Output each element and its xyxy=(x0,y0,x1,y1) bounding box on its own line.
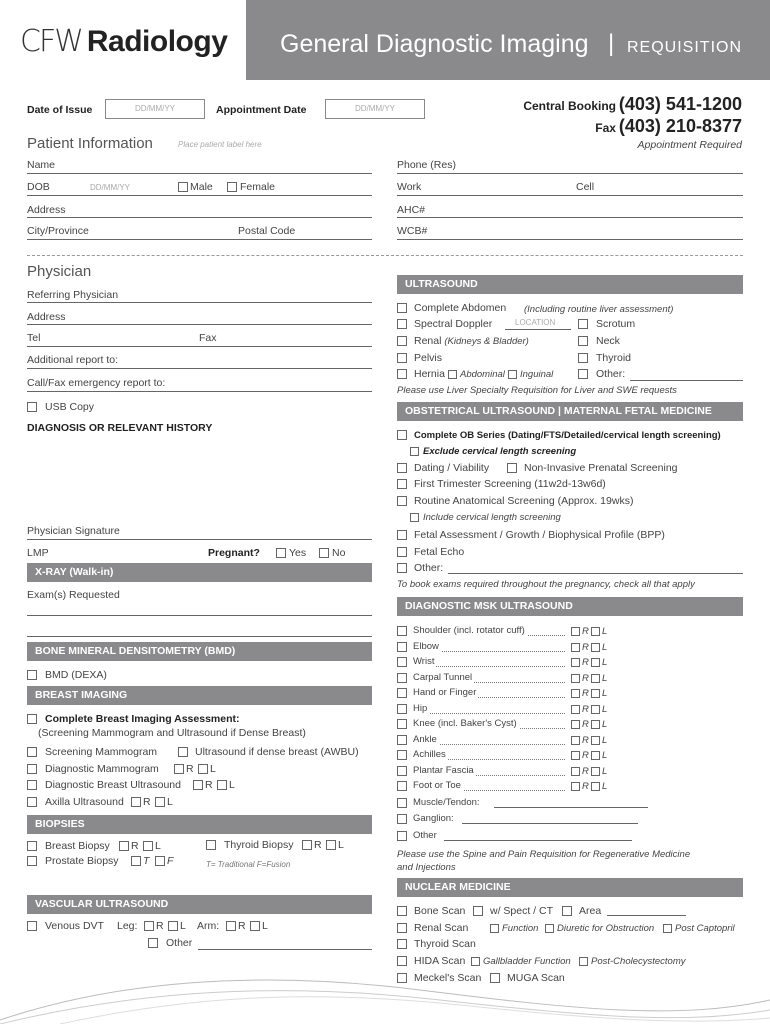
complete-abdomen-checkbox[interactable] xyxy=(397,303,407,313)
postal-label: Postal Code xyxy=(238,225,296,237)
diag-mammo-r-checkbox[interactable] xyxy=(174,764,184,774)
msk-item-l-checkbox[interactable] xyxy=(591,720,600,729)
male-label: Male xyxy=(190,181,213,193)
msk-item-r-checkbox[interactable] xyxy=(571,720,580,729)
patient-info-heading: Patient Information xyxy=(27,135,153,152)
renal-label: Renal (Kidneys & Bladder) xyxy=(414,335,529,347)
ultrasound-heading: ULTRASOUND xyxy=(397,275,743,294)
thyroid-label: Thyroid xyxy=(596,352,632,364)
address-line[interactable] xyxy=(27,217,372,218)
vascular-heading: VASCULAR ULTRASOUND xyxy=(27,895,372,914)
additional-report-label: Additional report to: xyxy=(27,354,119,366)
msk-item-r-checkbox[interactable] xyxy=(571,643,580,652)
appointment-required-note: Appointment Required xyxy=(637,139,742,151)
diuretic-label: Diuretic for Obstruction xyxy=(557,923,655,934)
signature-label: Physician Signature xyxy=(27,525,120,537)
pregnant-yes-checkbox[interactable] xyxy=(276,548,286,558)
biopsies-heading: BIOPSIES xyxy=(27,815,372,834)
pregnant-label: Pregnant? xyxy=(208,547,260,559)
name-label: Name xyxy=(27,159,56,171)
muscle-tendon-checkbox[interactable] xyxy=(397,798,407,808)
page-title: General Diagnostic Imaging xyxy=(280,30,589,58)
us-other-label: Other: xyxy=(596,368,626,380)
breast-heading: BREAST IMAGING xyxy=(27,686,372,705)
thyroid-biopsy-label: Thyroid Biopsy xyxy=(224,839,294,851)
area-label: Area xyxy=(579,905,602,917)
city-line[interactable] xyxy=(27,239,372,240)
l-label: L xyxy=(602,688,608,699)
bmd-heading: BONE MINERAL DENSITOMETRY (BMD) xyxy=(27,642,372,661)
diag-us-label: Diagnostic Breast Ultrasound xyxy=(45,779,181,791)
complete-breast-checkbox[interactable] xyxy=(27,714,37,724)
dob-line[interactable] xyxy=(27,195,372,196)
diagnosis-area[interactable] xyxy=(27,436,372,522)
axilla-checkbox[interactable] xyxy=(27,797,37,807)
complete-breast-label: Complete Breast Imaging Assessment: xyxy=(45,713,240,725)
include-cervical-checkbox[interactable] xyxy=(410,513,419,522)
prostate-t-checkbox[interactable] xyxy=(131,856,141,866)
msk-item-l-checkbox[interactable] xyxy=(591,767,600,776)
arm-l-checkbox[interactable] xyxy=(250,921,260,931)
thyroid-scan-label: Thyroid Scan xyxy=(414,938,476,950)
msk-item-checkbox[interactable] xyxy=(397,719,407,729)
msk-other-label: Other xyxy=(413,830,437,841)
appointment-date-field[interactable]: DD/MM/YY xyxy=(325,99,425,119)
ahc-line[interactable] xyxy=(397,217,743,218)
vascular-other-checkbox[interactable] xyxy=(148,938,158,948)
ultrasound-note: Please use Liver Specialty Requisition for Liver and SWE requests xyxy=(397,385,677,396)
dob-placeholder: DD/MM/YY xyxy=(90,183,130,192)
dating-label: Dating / Viability xyxy=(414,462,490,474)
nuclear-heading: NUCLEAR MEDICINE xyxy=(397,878,743,897)
msk-item-r-checkbox[interactable] xyxy=(571,705,580,714)
msk-item-label: Shoulder (incl. rotator cuff) xyxy=(413,625,525,636)
physician-fax-label: Fax xyxy=(199,332,217,344)
pelvis-checkbox[interactable] xyxy=(397,353,407,363)
complete-abdomen-note: (Including routine liver assessment) xyxy=(524,304,674,315)
xray-heading: X-RAY (Walk-in) xyxy=(27,563,372,582)
dob-label: DOB xyxy=(27,181,50,193)
l-label: L xyxy=(338,839,344,851)
r-label: R xyxy=(582,657,589,668)
us-dense-label: Ultrasound if dense breast (AWBU) xyxy=(195,746,359,758)
breast-biopsy-checkbox[interactable] xyxy=(27,841,37,851)
r-label: R xyxy=(582,703,589,715)
include-cervical-label: Include cervical length screening xyxy=(423,512,561,523)
msk-item-r-checkbox[interactable] xyxy=(571,736,580,745)
axilla-l-checkbox[interactable] xyxy=(155,797,165,807)
r-label: R xyxy=(582,734,589,746)
msk-note: Please use the Spine and Pain Requisition for Regenerative Medicine and Injections xyxy=(397,849,691,873)
r-label: R xyxy=(582,688,589,699)
arm-label: Arm: xyxy=(197,920,220,932)
diag-mammo-label: Diagnostic Mammogram xyxy=(45,763,159,775)
fetal-echo-label: Fetal Echo xyxy=(414,546,465,558)
fax-number: Fax (403) 210-8377 xyxy=(595,116,742,136)
obstetrical-note: To book exams required throughout the pregnancy, check all that apply xyxy=(397,579,695,590)
spect-checkbox[interactable] xyxy=(473,906,483,916)
tel-label: Tel xyxy=(27,332,41,344)
msk-item-label: Hip xyxy=(413,702,428,714)
renal-scan-checkbox[interactable] xyxy=(397,923,407,933)
thyroid-biopsy-checkbox[interactable] xyxy=(206,840,216,850)
r-label: R xyxy=(582,750,589,761)
spectral-doppler-label: Spectral Doppler xyxy=(414,318,493,330)
fetal-echo-checkbox[interactable] xyxy=(397,547,407,557)
msk-item-l-checkbox[interactable] xyxy=(591,751,600,760)
msk-item-checkbox[interactable] xyxy=(397,642,407,652)
msk-item-label: Wrist xyxy=(413,656,435,667)
ganglion-label: Ganglion: xyxy=(413,813,454,824)
renal-scan-label: Renal Scan xyxy=(414,922,469,934)
msk-item-r-checkbox[interactable] xyxy=(571,627,580,636)
referring-label: Referring Physician xyxy=(27,289,119,301)
l-label: L xyxy=(602,719,608,730)
function-checkbox[interactable] xyxy=(490,924,499,933)
ob-other-checkbox[interactable] xyxy=(397,563,407,573)
renal-checkbox[interactable] xyxy=(397,336,407,346)
r-label: R xyxy=(205,779,213,791)
gallbladder-label: Gallbladder Function xyxy=(483,956,571,967)
vascular-other-label: Other xyxy=(166,937,193,949)
msk-item-l-checkbox[interactable] xyxy=(591,643,600,652)
l-label: L xyxy=(210,763,216,775)
breast-biopsy-label: Breast Biopsy xyxy=(45,840,110,852)
diag-us-l-checkbox[interactable] xyxy=(217,780,227,790)
msk-item-r-checkbox[interactable] xyxy=(571,767,580,776)
female-checkbox[interactable] xyxy=(227,182,237,192)
msk-item-label: Hand or Finger xyxy=(413,687,477,698)
r-label: R xyxy=(156,920,164,932)
msk-item-r-checkbox[interactable] xyxy=(571,689,580,698)
diag-mammo-checkbox[interactable] xyxy=(27,764,37,774)
l-label: L xyxy=(602,765,608,777)
msk-item-label: Plantar Fascia xyxy=(413,764,474,776)
exclude-cervical-label: Exclude cervical length screening xyxy=(423,446,577,457)
abdominal-checkbox[interactable] xyxy=(448,370,457,379)
msk-item-label: Carpal Tunnel xyxy=(413,671,473,683)
hernia-label: Hernia xyxy=(414,368,445,380)
emergency-report-label: Call/Fax emergency report to: xyxy=(27,377,166,389)
ob-other-label: Other: xyxy=(414,562,444,574)
appointment-date-label: Appointment Date xyxy=(216,104,307,116)
t-label: T xyxy=(143,855,150,867)
muscle-tendon-label: Muscle/Tendon: xyxy=(413,797,480,808)
female-label: Female xyxy=(240,181,276,193)
lmp-label: LMP xyxy=(27,547,49,559)
l-label: L xyxy=(602,781,608,792)
date-issue-field[interactable]: DD/MM/YY xyxy=(105,99,205,119)
ob-other-line[interactable] xyxy=(448,573,743,574)
post-captopril-label: Post Captopril xyxy=(675,923,735,934)
l-label: L xyxy=(602,626,608,637)
diagnosis-heading: DIAGNOSIS OR RELEVANT HISTORY xyxy=(27,422,213,434)
l-label: L xyxy=(602,734,608,746)
work-line[interactable] xyxy=(397,195,743,196)
l-label: L xyxy=(229,779,235,791)
msk-item-l-checkbox[interactable] xyxy=(591,689,600,698)
leg-label: Leg: xyxy=(117,920,138,932)
msk-item-l-checkbox[interactable] xyxy=(591,627,600,636)
bmd-dexa-checkbox[interactable] xyxy=(27,670,37,680)
venous-dvt-label: Venous DVT xyxy=(45,920,104,932)
r-label: R xyxy=(582,781,589,792)
us-other-checkbox[interactable] xyxy=(578,369,588,379)
msk-item-label: Achilles xyxy=(413,749,446,760)
neck-checkbox[interactable] xyxy=(578,336,588,346)
phone-res-line[interactable] xyxy=(397,173,743,174)
r-label: R xyxy=(314,839,322,851)
breast-biopsy-l-checkbox[interactable] xyxy=(143,841,153,851)
arm-r-checkbox[interactable] xyxy=(226,921,236,931)
msk-item-label: Foot or Toe xyxy=(413,780,461,791)
msk-item-r-checkbox[interactable] xyxy=(571,751,580,760)
usb-copy-label: USB Copy xyxy=(45,401,95,413)
location-placeholder: LOCATION xyxy=(515,318,556,327)
diuretic-checkbox[interactable] xyxy=(545,924,554,933)
prostate-f-checkbox[interactable] xyxy=(155,856,165,866)
physician-address-line[interactable] xyxy=(27,324,372,325)
diag-us-r-checkbox[interactable] xyxy=(193,780,203,790)
msk-item-label: Elbow xyxy=(413,640,439,652)
msk-item-checkbox[interactable] xyxy=(397,781,407,791)
spectral-doppler-checkbox[interactable] xyxy=(397,319,407,329)
hernia-checkbox[interactable] xyxy=(397,369,407,379)
post-captopril-checkbox[interactable] xyxy=(663,924,672,933)
abdominal-label: Abdominal xyxy=(460,369,505,380)
patient-label-hint: Place patient label here xyxy=(178,140,262,149)
screening-mammo-checkbox[interactable] xyxy=(27,747,37,757)
msk-item-dots xyxy=(413,713,565,714)
msk-item-r-checkbox[interactable] xyxy=(571,674,580,683)
biopsy-note: T= Traditional F=Fusion xyxy=(206,860,291,869)
inguinal-checkbox[interactable] xyxy=(508,370,517,379)
venous-dvt-checkbox[interactable] xyxy=(27,921,37,931)
complete-ob-checkbox[interactable] xyxy=(397,430,407,440)
logo: CFW Radiology xyxy=(20,24,228,59)
l-label: L xyxy=(262,920,268,932)
thyroid-scan-checkbox[interactable] xyxy=(397,939,407,949)
r-label: R xyxy=(582,672,589,684)
section-divider xyxy=(27,255,743,256)
l-label: L xyxy=(602,672,608,684)
nipt-checkbox[interactable] xyxy=(507,463,517,473)
physician-heading: Physician xyxy=(27,263,92,280)
pelvis-label: Pelvis xyxy=(414,352,443,364)
msk-item-checkbox[interactable] xyxy=(397,626,407,636)
msk-item-checkbox[interactable] xyxy=(397,673,407,683)
axilla-label: Axilla Ultrasound xyxy=(45,796,124,808)
signature-line[interactable] xyxy=(27,539,372,540)
msk-other-line[interactable] xyxy=(444,840,632,841)
prostate-biopsy-label: Prostate Biopsy xyxy=(45,855,119,867)
msk-item-l-checkbox[interactable] xyxy=(591,674,600,683)
r-label: R xyxy=(186,763,194,775)
fetal-assessment-checkbox[interactable] xyxy=(397,530,407,540)
neck-label: Neck xyxy=(596,335,620,347)
city-label: City/Province xyxy=(27,225,89,237)
complete-abdomen-label: Complete Abdomen xyxy=(414,302,507,314)
complete-breast-sub: (Screening Mammogram and Ultrasound if Dense Breast) xyxy=(38,727,306,739)
l-label: L xyxy=(602,703,608,715)
bone-scan-label: Bone Scan xyxy=(414,905,466,917)
msk-item-l-checkbox[interactable] xyxy=(591,782,600,791)
msk-item-l-checkbox[interactable] xyxy=(591,736,600,745)
pregnant-no-checkbox[interactable] xyxy=(319,548,329,558)
msk-item-checkbox[interactable] xyxy=(397,735,407,745)
referring-line[interactable] xyxy=(27,302,372,303)
msk-item-l-checkbox[interactable] xyxy=(591,705,600,714)
bmd-dexa-label: BMD (DEXA) xyxy=(45,669,107,681)
msk-heading: DIAGNOSTIC MSK ULTRASOUND xyxy=(397,597,743,616)
us-other-line[interactable] xyxy=(630,380,743,381)
us-dense-checkbox[interactable] xyxy=(178,747,188,757)
first-trimester-label: First Trimester Screening (11w2d-13w6d) xyxy=(414,478,606,490)
thyroid-checkbox[interactable] xyxy=(578,353,588,363)
l-label: L xyxy=(180,920,186,932)
leg-r-checkbox[interactable] xyxy=(144,921,154,931)
r-label: R xyxy=(582,641,589,653)
msk-item-checkbox[interactable] xyxy=(397,688,407,698)
work-label: Work xyxy=(397,181,422,193)
yes-label: Yes xyxy=(289,547,307,559)
thyroid-biopsy-l-checkbox[interactable] xyxy=(326,840,336,850)
ahc-label: AHC# xyxy=(397,204,426,216)
spect-label: w/ Spect / CT xyxy=(490,905,554,917)
msk-item-r-checkbox[interactable] xyxy=(571,782,580,791)
r-label: R xyxy=(582,765,589,777)
wcb-label: WCB# xyxy=(397,225,428,237)
r-label: R xyxy=(131,840,139,852)
ganglion-checkbox[interactable] xyxy=(397,814,407,824)
decorative-waves xyxy=(0,960,770,1024)
bone-scan-checkbox[interactable] xyxy=(397,906,407,916)
l-label: L xyxy=(602,641,608,653)
r-label: R xyxy=(582,719,589,730)
r-label: R xyxy=(143,796,151,808)
phone-res-label: Phone (Res) xyxy=(397,159,456,171)
obstetrical-heading: OBSTETRICAL ULTRASOUND | MATERNAL FETAL MEDICINE xyxy=(397,402,743,421)
screening-mammo-label: Screening Mammogram xyxy=(45,746,158,758)
scrotum-label: Scrotum xyxy=(596,318,636,330)
msk-item-checkbox[interactable] xyxy=(397,766,407,776)
routine-anatomical-checkbox[interactable] xyxy=(397,496,407,506)
tel-line[interactable] xyxy=(27,346,372,347)
exams-requested-label: Exam(s) Requested xyxy=(27,589,120,601)
no-label: No xyxy=(332,547,346,559)
title-separator: | xyxy=(608,30,615,57)
date-issue-label: Date of Issue xyxy=(27,104,93,116)
scrotum-checkbox[interactable] xyxy=(578,319,588,329)
msk-item-checkbox[interactable] xyxy=(397,657,407,667)
muga-scan-label: MUGA Scan xyxy=(507,972,565,984)
vascular-other-line[interactable] xyxy=(198,949,372,950)
muscle-tendon-line[interactable] xyxy=(494,807,648,808)
usb-copy-checkbox[interactable] xyxy=(27,402,37,412)
msk-item-r-checkbox[interactable] xyxy=(571,658,580,667)
l-label: L xyxy=(602,750,608,761)
f-label: F xyxy=(167,855,174,867)
first-trimester-checkbox[interactable] xyxy=(397,479,407,489)
routine-anatomical-label: Routine Anatomical Screening (Approx. 19wks) xyxy=(414,495,634,507)
r-label: R xyxy=(238,920,246,932)
area-checkbox[interactable] xyxy=(562,906,572,916)
exams-line-2[interactable] xyxy=(27,636,372,637)
thyroid-biopsy-r-checkbox[interactable] xyxy=(302,840,312,850)
hida-scan-label: HIDA Scan xyxy=(414,955,466,967)
prostate-biopsy-checkbox[interactable] xyxy=(27,856,37,866)
function-label: Function xyxy=(502,923,539,934)
fetal-assessment-label: Fetal Assessment / Growth / Biophysical Profile (BPP) xyxy=(414,529,665,541)
meckel-scan-label: Meckel's Scan xyxy=(414,972,482,984)
wcb-line[interactable] xyxy=(397,239,743,240)
additional-report-line[interactable] xyxy=(27,368,372,369)
breast-biopsy-r-checkbox[interactable] xyxy=(119,841,129,851)
location-line[interactable] xyxy=(505,329,571,330)
l-label: L xyxy=(155,840,161,852)
address-label: Address xyxy=(27,204,66,216)
page-subtitle: REQUISITION xyxy=(627,39,743,56)
exams-line-1[interactable] xyxy=(27,615,372,616)
exclude-cervical-checkbox[interactable] xyxy=(410,447,419,456)
emergency-report-line[interactable] xyxy=(27,391,372,392)
msk-other-checkbox[interactable] xyxy=(397,831,407,841)
leg-l-checkbox[interactable] xyxy=(168,921,178,931)
name-line[interactable] xyxy=(27,173,372,174)
post-chole-label: Post-Cholecystectomy xyxy=(591,956,686,967)
msk-item-l-checkbox[interactable] xyxy=(591,658,600,667)
l-label: L xyxy=(167,796,173,808)
title-banner xyxy=(246,0,770,80)
l-label: L xyxy=(602,657,608,668)
axilla-r-checkbox[interactable] xyxy=(131,797,141,807)
male-checkbox[interactable] xyxy=(178,182,188,192)
complete-ob-label: Complete OB Series (Dating/FTS/Detailed/cervical length screening) xyxy=(414,430,721,441)
dating-checkbox[interactable] xyxy=(397,463,407,473)
diag-us-checkbox[interactable] xyxy=(27,780,37,790)
central-booking: Central Booking (403) 541-1200 xyxy=(523,94,742,114)
msk-item-label: Knee (incl. Baker's Cyst) xyxy=(413,718,517,729)
cell-label: Cell xyxy=(576,181,595,193)
physician-address-label: Address xyxy=(27,311,66,323)
r-label: R xyxy=(582,626,589,637)
msk-item-label: Ankle xyxy=(413,733,437,745)
area-line[interactable] xyxy=(607,915,686,916)
msk-item-checkbox[interactable] xyxy=(397,704,407,714)
ganglion-line[interactable] xyxy=(462,823,638,824)
msk-item-checkbox[interactable] xyxy=(397,750,407,760)
diag-mammo-l-checkbox[interactable] xyxy=(198,764,208,774)
nipt-label: Non-Invasive Prenatal Screening xyxy=(524,462,678,474)
inguinal-label: Inguinal xyxy=(520,369,554,380)
